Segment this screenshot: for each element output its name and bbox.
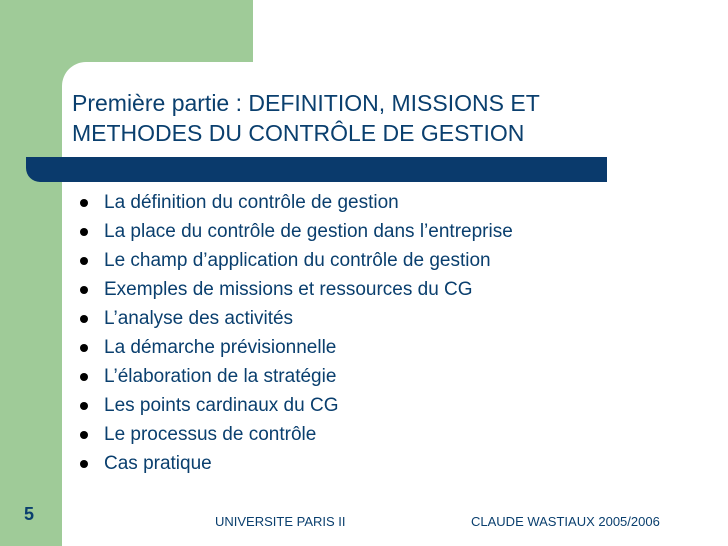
bullet-item — [80, 304, 513, 333]
bullet-text: La place du contrôle de gestion dans l’entreprise — [104, 221, 513, 242]
bullet-icon — [80, 460, 88, 468]
footer-university: UNIVERSITE PARIS II — [215, 514, 346, 529]
bullet-item — [80, 217, 513, 246]
bullet-text: Le processus de contrôle — [104, 424, 317, 445]
bullet-icon — [80, 402, 88, 410]
bullet-text: Cas pratique — [104, 453, 212, 474]
bullet-text: L’élaboration de la stratégie — [104, 366, 337, 387]
bullet-item — [80, 449, 513, 478]
bullet-icon — [80, 431, 88, 439]
bullet-icon — [80, 228, 88, 236]
slide-title: Première partie : DEFINITION, MISSIONS ET METHODES DU CONTRÔLE DE GESTION — [72, 90, 540, 146]
bullet-text: La définition du contrôle de gestion — [104, 192, 399, 213]
title-bar — [26, 157, 607, 182]
footer-author: CLAUDE WASTIAUX 2005/2006 — [471, 514, 660, 529]
bullet-item — [80, 275, 513, 304]
bullet-icon — [80, 344, 88, 352]
bullet-text: L’analyse des activités — [104, 308, 294, 329]
bullet-icon — [80, 199, 88, 207]
bullet-item — [80, 246, 513, 275]
bullet-text: Les points cardinaux du CG — [104, 395, 339, 416]
bullet-icon — [80, 315, 88, 323]
bullet-item — [80, 333, 513, 362]
bullet-text: Le champ d’application du contrôle de gestion — [104, 250, 491, 271]
slide-number: 5 — [24, 504, 35, 524]
bullet-item — [80, 188, 513, 217]
bullet-text: La démarche prévisionnelle — [104, 337, 337, 358]
bullet-list — [80, 188, 513, 478]
bullet-icon — [80, 257, 88, 265]
bullet-icon — [80, 286, 88, 294]
bullet-item — [80, 391, 513, 420]
bullet-item — [80, 420, 513, 449]
bullet-icon — [80, 373, 88, 381]
bullet-text: Exemples de missions et ressources du CG — [104, 279, 473, 300]
bullet-item — [80, 362, 513, 391]
